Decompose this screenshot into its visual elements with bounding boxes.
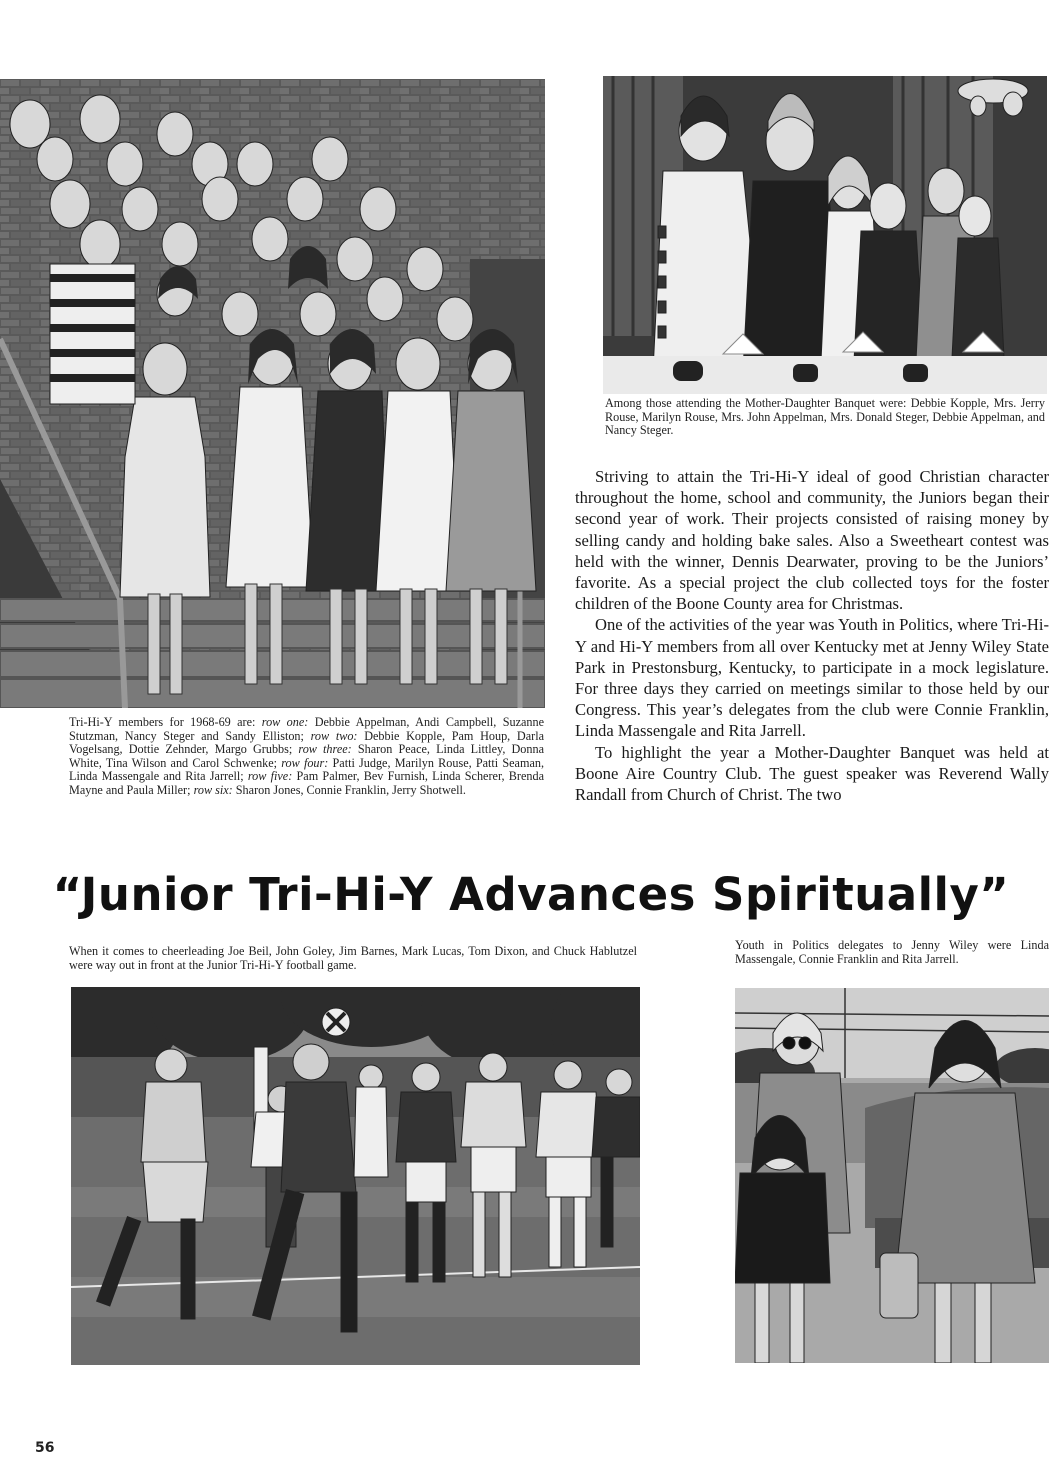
article-paragraph: To highlight the year a Mother-Daughter Banquet was held at Boone Aire Country Club. The guest speaker was Reverend Wally Randall from Church of Christ. The two [575,742,1049,805]
caption-row-label: row two: [310,728,358,743]
football-photo-caption: When it comes to cheerleading Joe Beil, John Goley, Jim Barnes, Mark Lucas, Tom Dixon, and Chuck Hablutzel were way out in front at the Junior Tri-Hi-Y football game. [69,944,637,972]
caption-row-label: row six: [193,782,233,797]
football-photo [71,987,640,1365]
page-headline: “Junior Tri-Hi-Y Advances Spiritually” [52,868,1010,921]
delegates-photo-caption: Youth in Politics delegates to Jenny Wiley were Linda Massengale, Connie Franklin and Rita Jarrell. [735,938,1049,966]
football-photo-image [71,987,640,1365]
group-photo-caption [69,716,544,798]
caption-intro: Tri-Hi-Y members for 1968-69 are: [69,715,262,729]
caption-row-label: row four: [281,755,329,770]
caption-row-label: row one: [261,715,309,729]
banquet-photo-caption: Among those attending the Mother-Daughter Banquet were: Debbie Kopple, Mrs. Jerry Rouse, Marilyn Rouse, Mrs. John Appelman, Mrs. Donald Steger, Debbie Appelman, and Nancy Steger. [605,396,1045,438]
caption-row-names: Sharon Jones, Connie Franklin, Jerry Shotwell. [232,782,466,797]
page-number: 56 [35,1440,55,1456]
article-paragraph: One of the activities of the year was Youth in Politics, where Tri-Hi-Y and Hi-Y members from all over Kentucky met at Jenny Wiley State Park in Prestonsburg, Kentucky, to participate in a mock legislature. For three days they carried on meetings similar to those held by our Congress. This year’s delegates from the club were Connie Franklin, Linda Massengale and Rita Jarrell. [575,615,1049,741]
article-body [575,466,1049,805]
caption-row-label: row three: [298,742,352,757]
group-photo [0,79,545,708]
delegates-photo [735,988,1049,1363]
banquet-photo [603,76,1047,394]
caption-row-names: Pam Palmer, Bev Furnish, Linda Scherer, Brenda Mayne and Paula Miller; [69,769,544,797]
article-paragraph: Striving to attain the Tri-Hi-Y ideal of good Christian character throughout the home, school and community, the Juniors began their second year of work. Their projects consisted of raising money by selling candy and holding bake sales. Also a Sweetheart contest was held with the winner, Dennis Dearwater, proving to be the Juniors’ favorite. As a special project the club collected toys for the foster children of the Boone County area for Christmas. [575,467,1049,614]
delegates-photo-image [735,988,1049,1363]
caption-row-names: Patti Judge, Marilyn Rouse, Patti Seaman, Linda Massengale and Rita Jarrell; [69,755,544,784]
caption-row-names: Sharon Peace, Linda Littley, Donna White, Tina Wilson and Carol Schwenke; [69,742,544,770]
caption-row-names: Debbie Kopple, Pam Houp, Darla Vogelsang, Dottie Zehnder, Margo Grubbs; [69,728,544,757]
group-photo-image [0,79,545,708]
banquet-photo-image [603,76,1047,394]
caption-row-label: row five: [247,769,293,784]
caption-row-names: Debbie Appelman, Andi Campbell, Suzanne Stutzman, Nancy Steger and Sandy Elliston; [69,715,544,743]
